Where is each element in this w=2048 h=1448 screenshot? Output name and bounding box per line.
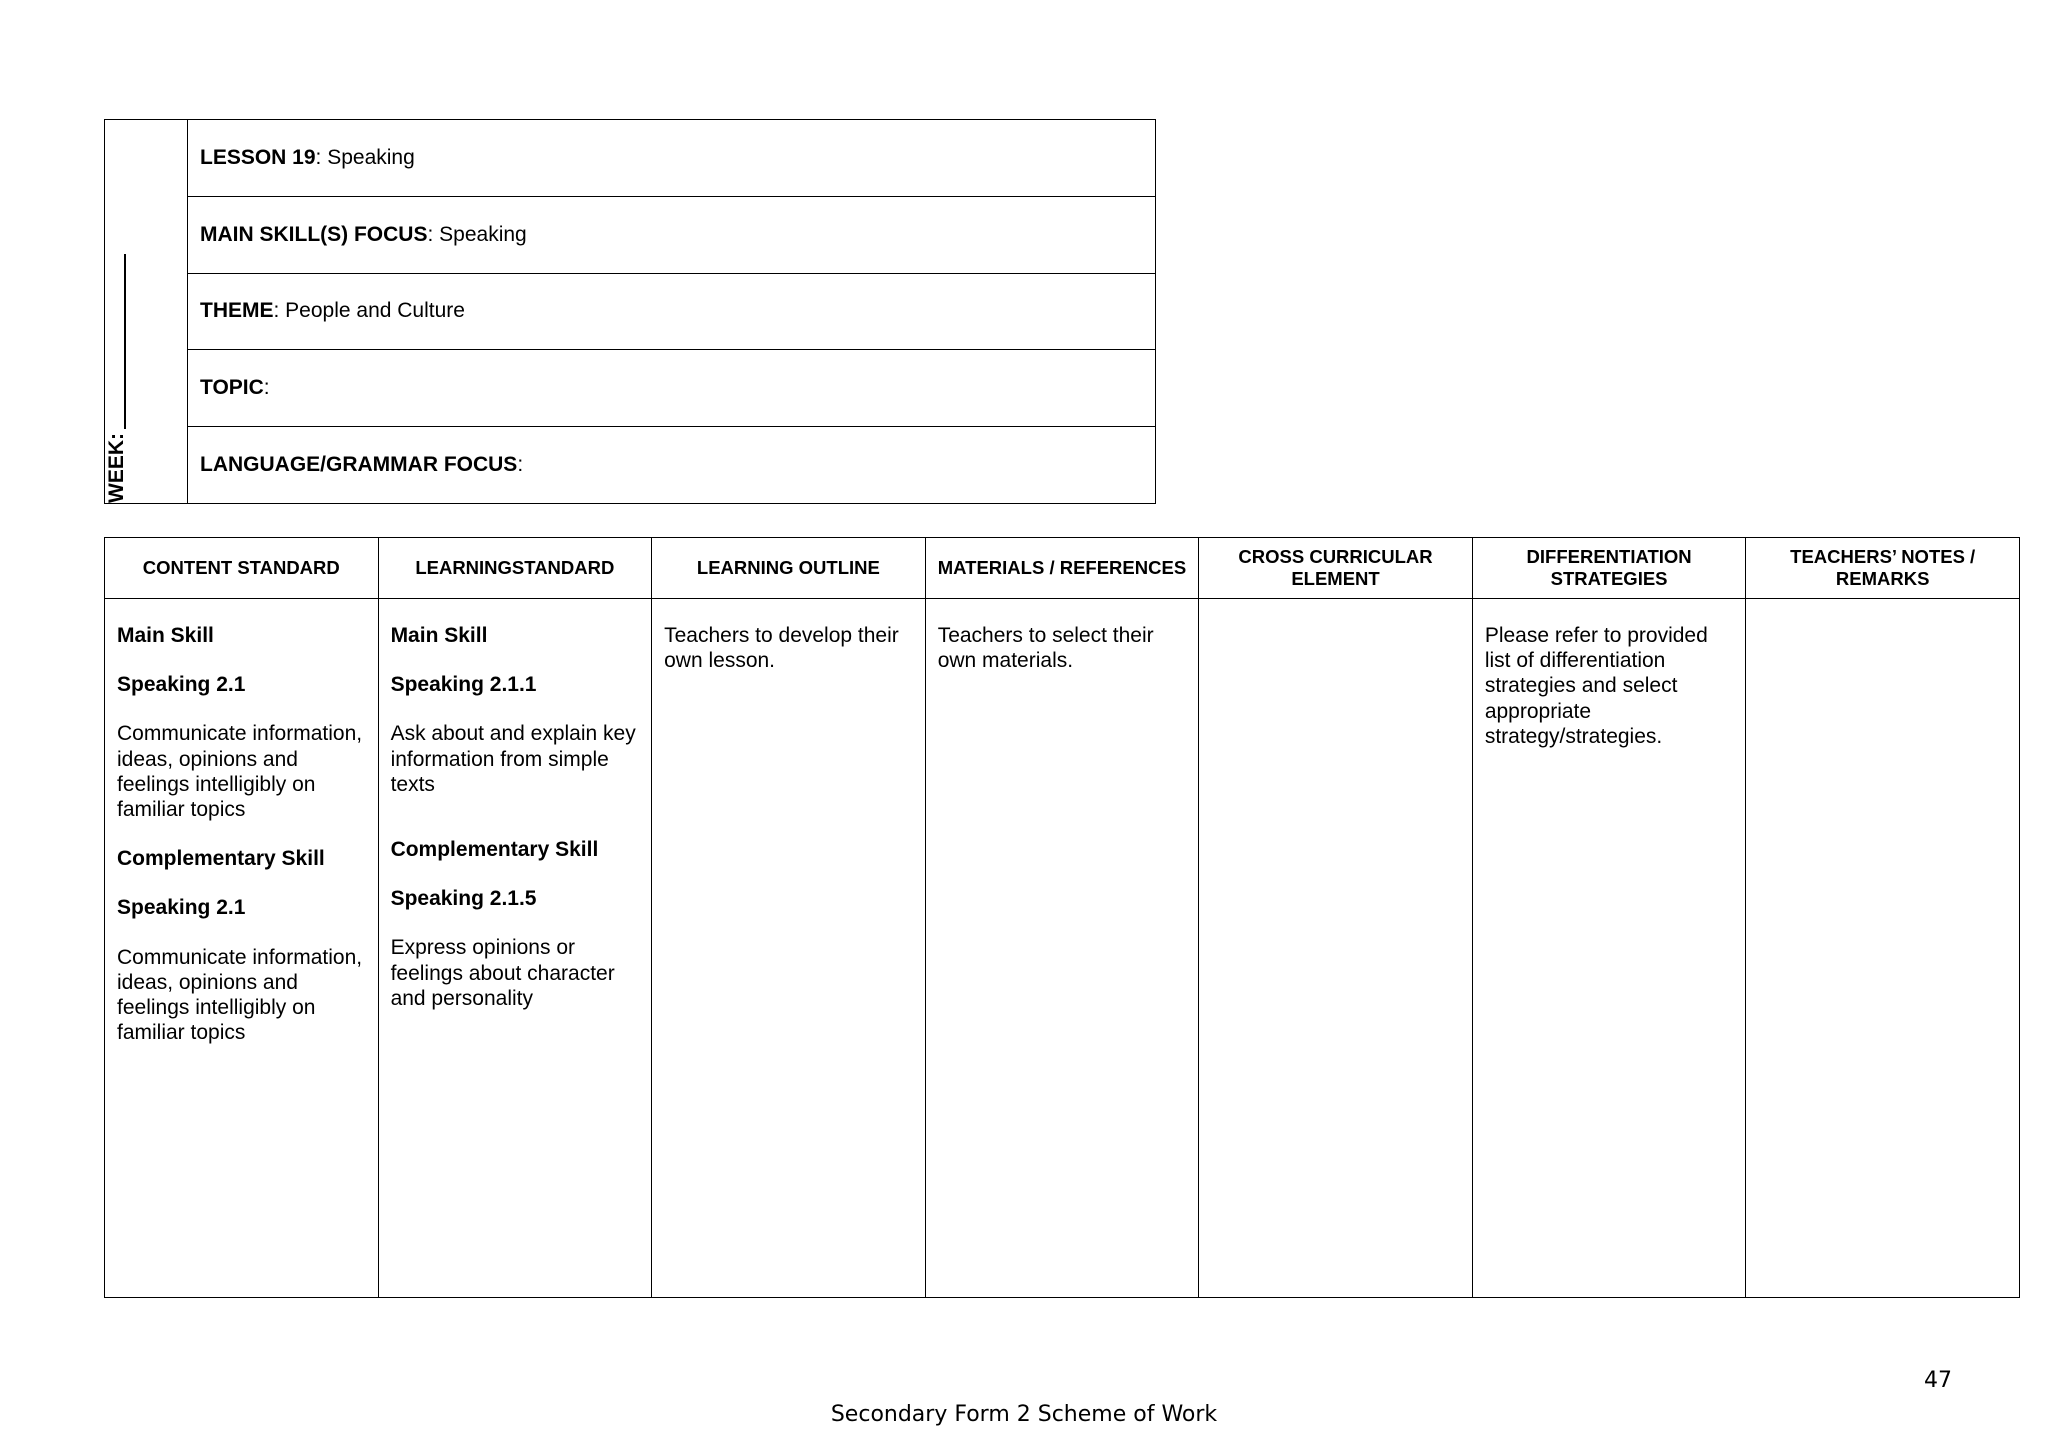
ls-main-heading: Main Skill: [390, 624, 488, 647]
header-teachers-notes: TEACHERS’ NOTES / REMARKS: [1746, 538, 2020, 599]
lesson-rows: [188, 120, 1155, 503]
cs-comp-code: Speaking 2.1: [117, 896, 246, 920]
materials-cell: [925, 599, 1199, 1298]
lesson-header-box: [104, 119, 1156, 504]
differentiation-cell: [1472, 599, 1746, 1298]
table-row: [105, 599, 2020, 1298]
learning-outline-text: Teachers to develop their own lesson.: [664, 624, 899, 673]
cs-comp-heading: Complementary Skill: [117, 847, 325, 871]
page-number: 47: [1924, 1368, 1952, 1393]
cs-comp-text: Communicate information, ideas, opinions and feelings intelligibly on familiar topics: [117, 945, 363, 1045]
materials-text: Teachers to select their own materials.: [937, 624, 1154, 673]
cs-main-code: Speaking 2.1: [117, 673, 246, 697]
table-header-row: [105, 538, 2020, 599]
content-standard-cell: [105, 599, 379, 1298]
week-label: WEEK:: [105, 433, 128, 503]
learning-standard-cell: [378, 599, 652, 1298]
ls-main-text: Ask about and explain key information from simple texts: [390, 722, 636, 796]
ls-main-code: Speaking 2.1.1: [390, 673, 537, 697]
theme-value: : People and Culture: [273, 299, 465, 323]
cross-curricular-cell: [1199, 599, 1473, 1298]
lesson-label: LESSON 19: [200, 145, 316, 169]
grammar-focus-row: [188, 427, 1155, 503]
week-blank-line: [124, 254, 126, 429]
lesson-value: : Speaking: [315, 145, 415, 169]
week-column: [105, 120, 188, 503]
week-label-rotated: [105, 254, 129, 503]
header-learning-outline: LEARNING OUTLINE: [652, 538, 926, 599]
scheme-table: [104, 537, 2020, 1298]
main-skill-label: MAIN SKILL(S) FOCUS: [200, 222, 428, 246]
theme-label: THEME: [200, 299, 274, 323]
topic-value: :: [263, 376, 270, 400]
header-content-standard: CONTENT STANDARD: [105, 538, 379, 599]
ls-comp-text: Express opinions or feelings about character and personality: [390, 936, 615, 1010]
cs-main-text: Communicate information, ideas, opinions and feelings intelligibly on familiar topics: [117, 722, 363, 821]
main-skill-row: [188, 197, 1155, 274]
cs-main-heading: Main Skill: [117, 624, 214, 647]
topic-row: [188, 350, 1155, 427]
grammar-focus-label: LANGUAGE/GRAMMAR FOCUS: [200, 453, 518, 477]
grammar-focus-value: :: [517, 453, 524, 477]
differentiation-text: Please refer to provided list of differentiation strategies and select appropriate strategy/strategies.: [1484, 624, 1708, 748]
theme-row: [188, 274, 1155, 351]
lesson-row: [188, 120, 1155, 197]
main-skill-value: : Speaking: [427, 222, 527, 246]
teachers-notes-cell: [1746, 599, 2020, 1298]
footer-title: Secondary Form 2 Scheme of Work: [830, 1402, 1218, 1427]
topic-label: TOPIC: [200, 376, 264, 400]
header-cross-curricular: CROSS CURRICULAR ELEMENT: [1199, 538, 1473, 599]
ls-comp-heading: Complementary Skill: [390, 837, 599, 861]
ls-comp-code: Speaking 2.1.5: [390, 887, 537, 911]
header-learning-standard: LEARNINGSTANDARD: [378, 538, 652, 599]
header-materials-references: MATERIALS / REFERENCES: [925, 538, 1199, 599]
learning-outline-cell: [652, 599, 926, 1298]
header-differentiation: DIFFERENTIATION STRATEGIES: [1472, 538, 1746, 599]
